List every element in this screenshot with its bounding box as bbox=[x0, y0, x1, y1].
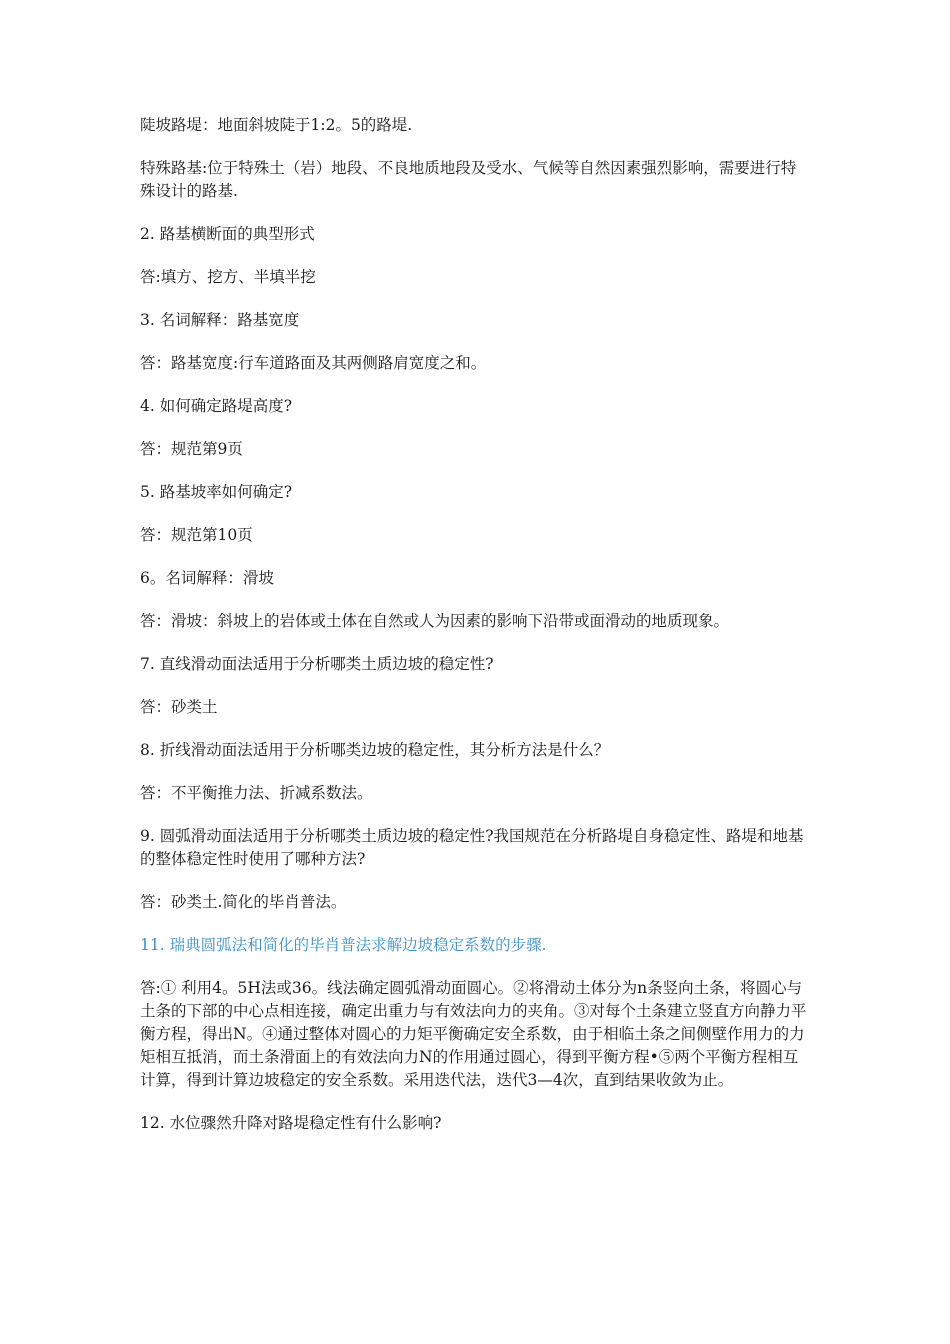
question-9: 9. 圆弧滑动面法适用于分析哪类土质边坡的稳定性?我国规范在分析路堤自身稳定性、路堤和地基的整体稳定性时使用了哪种方法? bbox=[140, 827, 804, 868]
question-6: 6。名词解释：滑坡 bbox=[140, 569, 274, 587]
paragraph-special-subgrade: 特殊路基:位于特殊土（岩）地段、不良地质地段及受水、气候等自然因素强烈影响，需要进行特殊设计的路基. bbox=[140, 159, 797, 200]
question-5: 5. 路基坡率如何确定? bbox=[140, 483, 293, 501]
question-4: 4. 如何确定路堤高度? bbox=[140, 397, 293, 415]
question-12: 12. 水位骤然升降对路堤稳定性有什么影响? bbox=[140, 1114, 442, 1132]
answer-8: 答：不平衡推力法、折减系数法。 bbox=[140, 784, 373, 802]
paragraph-steep-embankment: 陡坡路堤：地面斜坡陡于1:2。5的路堤. bbox=[140, 116, 413, 134]
answer-2: 答:填方、挖方、半填半挖 bbox=[140, 268, 316, 286]
question-3: 3. 名词解释：路基宽度 bbox=[140, 311, 300, 329]
answer-7: 答：砂类土 bbox=[140, 698, 218, 716]
question-8: 8. 折线滑动面法适用于分析哪类边坡的稳定性，其分析方法是什么？ bbox=[140, 741, 610, 759]
answer-4: 答：规范第9页 bbox=[140, 440, 243, 458]
answer-3: 答：路基宽度:行车道路面及其两侧路肩宽度之和。 bbox=[140, 354, 487, 372]
answer-5: 答：规范第10页 bbox=[140, 526, 253, 544]
question-7: 7. 直线滑动面法适用于分析哪类土质边坡的稳定性? bbox=[140, 655, 494, 673]
question-2: 2. 路基横断面的典型形式 bbox=[140, 225, 315, 243]
answer-11: 答:① 利用4。5H法或36。线法确定圆弧滑动面圆心。②将滑动土体分为n条竖向土条，将圆心与土条的下部的中心点相连接，确定出重力与有效法向力的夹角。③对每个土条建立竖直方向静力平衡方程，得出N。④通过整体对圆心的力矩平衡确定安全系数，由于相临土条之间侧壁作用力的力矩相互抵消，而土条滑面上的有效法向力N的作用通过圆心，得到平衡方程•⑤两个平衡方程相互计算，得到计算边坡稳定的安全系数。采用迭代法，迭代3—4次，直到结果收敛为止。 bbox=[140, 979, 807, 1089]
answer-6: 答：滑坡：斜坡上的岩体或土体在自然或人为因素的影响下沿带或面滑动的地质现象。 bbox=[140, 612, 730, 630]
question-11: 11. 瑞典圆弧法和简化的毕肖普法求解边坡稳定系数的步骤. bbox=[140, 936, 547, 954]
answer-9: 答：砂类土.简化的毕肖普法。 bbox=[140, 893, 347, 911]
document-body bbox=[140, 114, 810, 1155]
